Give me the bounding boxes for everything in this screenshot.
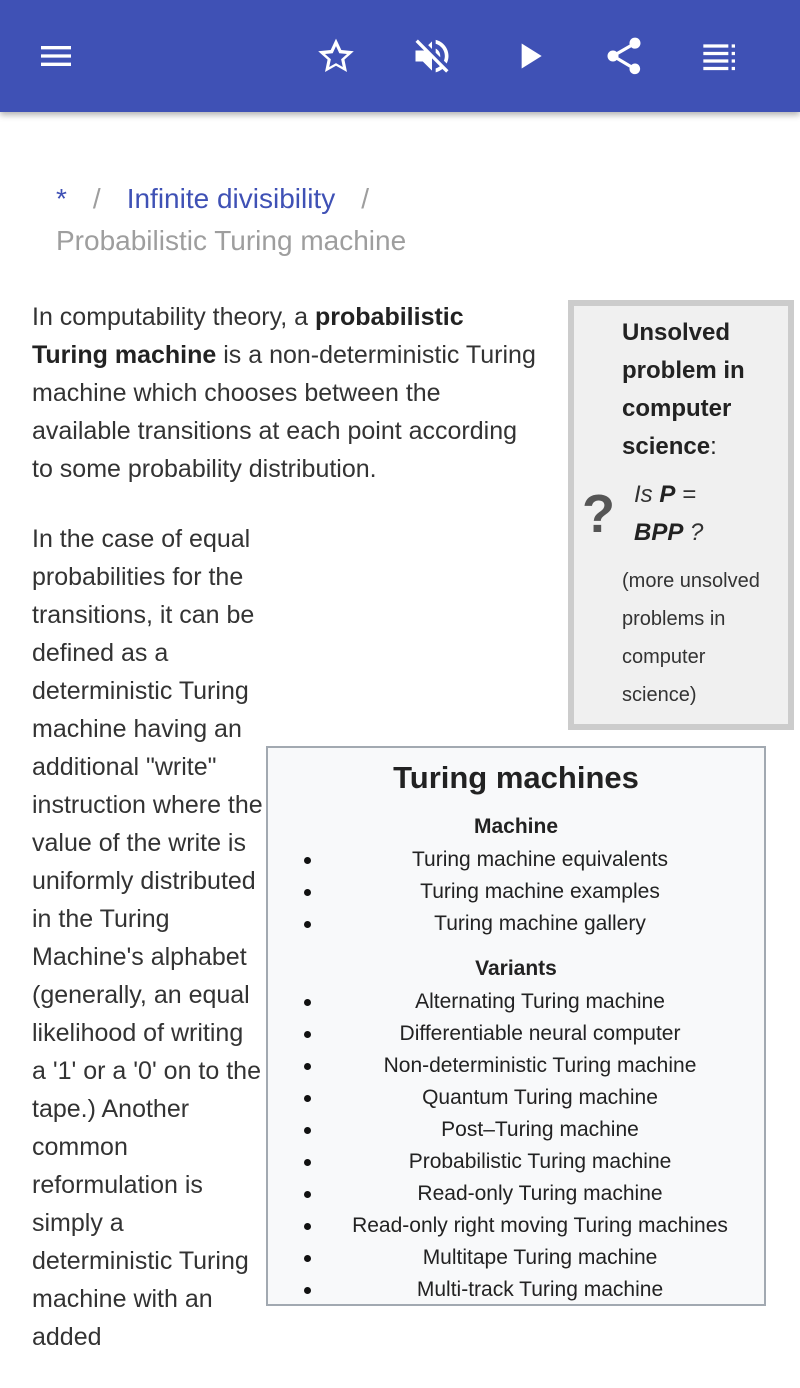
navbox-item[interactable]: Differentiable neural computer — [268, 1018, 764, 1050]
navbox-item[interactable]: Alternating Turing machine — [268, 986, 764, 1018]
navbox-group-machine — [268, 810, 764, 940]
navbox-item[interactable]: Turing machine examples — [268, 876, 764, 908]
mute-button[interactable] — [402, 26, 462, 86]
navbox-title: Turing machines — [393, 760, 639, 795]
favorite-button[interactable] — [306, 26, 366, 86]
navbox-item[interactable]: Quantum Turing machine — [268, 1082, 764, 1114]
breadcrumb-separator: / — [361, 183, 369, 214]
navbox-group-title: Machine — [473, 815, 559, 838]
paragraph-equal-probabilities: In the case of equal probabilities for the transitions, it can be defined as a deterministic Turing machine having an additional "write" instruction where the value of the write is uniformly distributed in the Turing Machine's alphabet (generally, an equal likelihood of writing a '1' or a '0' on to the tape.) Another common reformulation is simply a deterministic Turing machine with an added — [32, 525, 263, 1351]
play-button[interactable] — [500, 26, 560, 86]
unsolved-question — [574, 476, 782, 552]
toc-button[interactable] — [690, 26, 750, 86]
navbox-item[interactable]: Post–Turing machine — [268, 1114, 764, 1146]
breadcrumb — [56, 178, 756, 262]
navbox-item[interactable]: Turing machine equivalents — [268, 844, 764, 876]
breadcrumb-home-link[interactable]: * — [56, 183, 67, 214]
more-unsolved-link[interactable]: (more unsolved problems in computer science) — [622, 570, 760, 706]
navbox-item[interactable]: Multitape Turing machine — [268, 1242, 764, 1274]
play-icon — [510, 36, 550, 76]
navbox-item[interactable]: Non-deterministic Turing machine — [268, 1050, 764, 1082]
breadcrumb-parent-link[interactable]: Infinite divisibility — [126, 183, 336, 214]
term-probabilistic-turing-machine: probabilistic Turing machine — [32, 303, 464, 369]
navbox-group-variants — [268, 952, 764, 1306]
navbox-group-title: Variants — [475, 957, 557, 980]
question-mark-icon: ? — [582, 484, 615, 544]
navbox-item[interactable]: Turing machine gallery — [268, 908, 764, 940]
paragraph-intro: In computability theory, a probabilistic Turing machine is a non-deterministic Turing machine which chooses between the available transitions at each point according to some probability distribution. — [32, 303, 536, 483]
share-icon — [602, 34, 646, 78]
navbox-item[interactable]: Multi-track Turing machine — [268, 1274, 764, 1306]
volume-off-icon — [410, 34, 454, 78]
turing-machines-navbox — [266, 746, 766, 1306]
app-toolbar — [0, 0, 800, 112]
navbox-item[interactable]: Probabilistic Turing machine — [268, 1146, 764, 1178]
navbox-item[interactable]: Read-only right moving Turing machines — [268, 1210, 764, 1242]
playlist-icon — [700, 36, 740, 76]
navbox-item[interactable]: Read-only Turing machine — [268, 1178, 764, 1210]
menu-icon — [36, 36, 76, 76]
breadcrumb-separator: / — [92, 183, 101, 214]
unsolved-problem-box — [568, 300, 794, 730]
menu-button[interactable] — [26, 26, 86, 86]
star-outline-icon — [314, 34, 358, 78]
breadcrumb-current: Probabilistic Turing machine — [56, 225, 407, 256]
unsolved-heading: Unsolved problem in computer science: — [622, 319, 745, 460]
question-text: Is P = BPP ? — [634, 481, 704, 546]
share-button[interactable] — [594, 26, 654, 86]
